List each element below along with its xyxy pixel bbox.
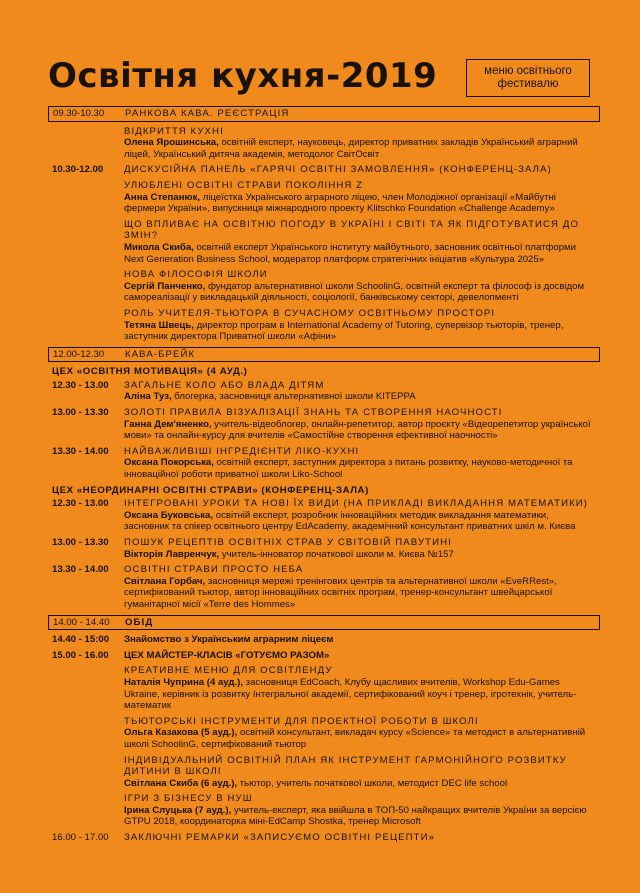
speaker-name: Ольга Казакова (5 ауд.),	[124, 727, 238, 739]
session-title: ЩО ВПЛИВАЄ НА ОСВІТНЮ ПОГОДУ В УКРАЇНІ І СВІТІ ТА ЯК ПІДГОТУВАТИСЯ ДО ЗМІН?	[124, 218, 580, 242]
section-heading: ЦЕХ «ОСВІТНЯ МОТИВАЦІЯ» (4 АУД.)	[52, 366, 248, 378]
speaker-desc: учитель-експерт, яка ввійшла в ТОП-50 найкращих вчителів України за версією GTPU 2018, координаторка міні-EdCamp Shostka, тренер Microsoft	[124, 804, 587, 828]
program-row	[48, 126, 600, 161]
speaker-desc: учитель-інноватор початкової школи м. Києва №157	[219, 548, 454, 560]
speaker-desc: освітній експерт Українського інституту майбутнього, засновник освітньої платформи Next Generation Business School, модератор платформ стратегічних ініціатив «Культура 2025»	[124, 241, 577, 265]
program-content	[124, 164, 600, 176]
time-slot: 13.30 - 14.00	[52, 564, 109, 576]
program-row	[48, 564, 600, 610]
program-row	[48, 180, 600, 215]
speaker-name: Ірина Слуцька (7 ауд.),	[124, 804, 232, 816]
time-slot	[48, 180, 124, 215]
speaker-desc: освітній експерт, науковець, директор приватних закладів Український аграрний ліцей, Український дитяча академія, методолог СвітОсвіт	[124, 137, 578, 160]
program-content	[125, 349, 599, 361]
session-title: КРЕАТИВНЕ МЕНЮ ДЛЯ ОСВІТЛЕНДУ	[124, 665, 333, 677]
program-row	[48, 380, 600, 403]
speaker-name: Наталія Чуприна (4 ауд.),	[124, 676, 243, 688]
time-slot: 13.00 - 13.30	[52, 537, 109, 548]
session-speaker	[124, 192, 594, 215]
program-content	[124, 269, 600, 304]
page-title: Освітня кухня-2019	[48, 56, 438, 96]
time-slot: 12.00-12.30	[53, 348, 105, 360]
session-speaker	[124, 576, 594, 611]
speaker-name: Світлана Скиба (6 ауд.),	[124, 777, 238, 789]
speaker-desc: тьютор, учитель початкової школи, методист DEC life school	[237, 777, 508, 789]
session-title: ІНТЕГРОВАНІ УРОКИ ТА НОВІ ЇХ ВИДИ (НА ПРИКЛАДІ ВИКЛАДАННЯ МАТЕМАТИКИ)	[124, 498, 589, 510]
program-row	[48, 634, 600, 646]
time-slot	[48, 665, 124, 711]
speaker-desc: директор програм в International Academy of Tutoring, супервізор тьюторів, тренер, заступник директора Приватної школи «Афіни»	[124, 319, 564, 343]
session-speaker	[124, 510, 594, 533]
session-speaker	[124, 549, 594, 561]
program-row	[48, 498, 600, 533]
program-content	[124, 564, 600, 610]
session-title: ПОШУК РЕЦЕПТІВ ОСВІТНІХ СТРАВ У СВІТОВІЙ ПАВУТИНІ	[124, 537, 452, 548]
session-title: РОЛЬ УЧИТЕЛЯ-ТЬЮТОРА В СУЧАСНОМУ ОСВІТНЬОМУ ПРОСТОРІ	[124, 307, 496, 319]
time-slot	[48, 716, 124, 751]
time-slot: 14.40 - 15:00	[52, 634, 110, 646]
session-speaker	[124, 419, 594, 442]
program-row	[48, 650, 600, 662]
session-title: НОВА ФІЛОСОФІЯ ШКОЛИ	[124, 269, 268, 281]
program-row	[48, 308, 600, 343]
program-row	[48, 407, 600, 442]
speaker-name: Олена Ярошинська,	[124, 137, 219, 149]
program-list	[48, 106, 600, 848]
program-content	[124, 716, 600, 751]
speaker-name: Тетяна Швець,	[124, 319, 194, 331]
time-slot	[48, 219, 124, 265]
speaker-name: Аліна Туз,	[124, 391, 172, 403]
session-speaker	[124, 320, 594, 343]
program-content	[124, 665, 600, 711]
time-slot: 13.00 - 13.30	[52, 407, 109, 419]
time-slot: 12.30 - 13.00	[52, 379, 109, 391]
program-content	[124, 446, 600, 481]
session-speaker	[124, 778, 594, 790]
program-content	[124, 650, 600, 662]
program-content	[124, 407, 600, 442]
row-text: КАВА-БРЕЙК	[125, 348, 196, 360]
speaker-desc: засновниця EdCoach, Клубу щасливих вчителів, Workshop Edu-Games Ukraine, керівник із розвитку Інтегральної академії, сертифікований коуч і тренер, ігротехнік, учитель-математик	[124, 676, 577, 712]
program-row	[48, 269, 600, 304]
time-slot: 15.00 - 16.00	[52, 649, 109, 661]
session-speaker	[124, 281, 594, 304]
speaker-name: Оксана Покорська,	[124, 457, 214, 469]
session-speaker	[124, 457, 594, 480]
session-title: ДИСКУСІЙНА ПАНЕЛЬ «ГАРЯЧІ ОСВІТНІ ЗАМОВЛЕННЯ» (КОНФЕРЕНЦ-ЗАЛА)	[124, 164, 552, 176]
time-slot: 14.00 - 14.40	[53, 616, 110, 628]
program-row	[48, 615, 600, 631]
time-slot: 10.30-12.00	[52, 164, 104, 176]
session-speaker	[124, 242, 594, 265]
program-content	[125, 617, 599, 629]
session-speaker	[124, 805, 594, 828]
speaker-desc: блогерка, засновниця альтернативної школи KITEPPA	[171, 391, 416, 403]
program-content	[125, 108, 599, 120]
speaker-name: Ганна Дем'яненко,	[124, 418, 212, 430]
program-row	[48, 164, 600, 176]
program-row	[48, 537, 600, 560]
festival-menu-badge: меню освітнього фестивалю	[466, 59, 590, 97]
speaker-desc: освітній консультант, викладач курсу «Science» та методист в альтернативній школі SchoolinG, сертифікований тьютор	[124, 727, 586, 750]
speaker-name: Микола Скиба,	[124, 241, 194, 253]
time-slot: 16.00 - 17.00	[52, 832, 109, 844]
program-row	[48, 665, 600, 711]
session-title: ТЬЮТОРСЬКІ ІНСТРУМЕНТИ ДЛЯ ПРОЕКТНОЇ РОБОТИ В ШКОЛІ	[124, 715, 479, 727]
program-content	[124, 832, 600, 844]
program-content	[124, 634, 600, 646]
time-slot	[48, 308, 124, 343]
speaker-desc: фундатор альтернативної школи SchoolinG, освітній експерт та філософ із досвідом самореалізації у викладацькій діяльності, соціології, банківському секторі, девелопменті	[124, 280, 585, 304]
section-heading: ЦЕХ «НЕОРДИНАРНІ ОСВІТНІ СТРАВИ» (КОНФЕРЕНЦ-ЗАЛА)	[52, 484, 369, 496]
speaker-name: Анна Степанюк,	[124, 191, 201, 203]
row-text: ЗАКЛЮЧНІ РЕМАРКИ «ЗАПИСУЄМО ОСВІТНІ РЕЦЕПТИ»	[124, 832, 436, 844]
speaker-desc: засновниця мережі тренінгових центрів та альтернативної школи «EveRRest», сертифікований тьютор, автор інноваційних освітніх програм, тренер-консультант швейцарської гуманітарної місії «Terre des Hommes»	[124, 575, 557, 610]
session-title: УЛЮБЛЕНІ ОСВІТНІ СТРАВИ ПОКОЛІННЯ Z	[124, 179, 364, 191]
row-text: ОБІД	[125, 616, 154, 628]
program-content	[124, 219, 600, 265]
program-row	[48, 106, 600, 122]
speaker-name: Світлана Горбач,	[124, 575, 206, 587]
speaker-desc: освітній експерт, заступник директора з питань розвитку, науково-методичної та інноваційної роботи приватної школи Liko-School	[124, 457, 573, 481]
program-row	[48, 347, 600, 363]
program-content	[124, 126, 600, 161]
session-title: ЗАГАЛЬНЕ КОЛО АБО ВЛАДА ДІТЯМ	[124, 379, 325, 391]
time-slot: 13.30 - 14.00	[52, 445, 109, 457]
program-content	[124, 498, 600, 533]
speaker-name: Вікторія Лавренчук,	[124, 548, 220, 560]
time-slot	[48, 269, 124, 304]
time-slot: 12.30 - 13.00	[52, 498, 109, 510]
speaker-desc: учитель-відеоблогер, онлайн-репетитор, автор проєкту «Відеорепетитор української мови» та онлайн-курсу для вчителів «Самостійне створення ефективної наочності»	[124, 418, 591, 442]
program-content	[124, 755, 600, 790]
row-text: РАНКОВА КАВА. РЕЄСТРАЦІЯ	[125, 108, 290, 119]
program-row	[48, 219, 600, 265]
time-slot	[48, 755, 124, 790]
program-content	[124, 793, 600, 828]
program-content	[124, 308, 600, 343]
row-text: ЦЕХ МАЙСТЕР-КЛАСІВ «ГОТУЄМО РАЗОМ»	[124, 649, 330, 661]
time-slot: 09.30-10.30	[53, 108, 105, 119]
session-title: ОСВІТНІ СТРАВИ ПРОСТО НЕБА	[124, 564, 304, 576]
program-content	[124, 537, 600, 560]
session-title: ІГРИ З БІЗНЕСУ В НУШ	[124, 793, 253, 805]
speaker-name: Сергій Панченко,	[124, 280, 206, 292]
program-row	[48, 832, 600, 844]
session-title: НАЙВАЖЛИВІШІ ІНГРЕДІЄНТИ ЛІКО-КУХНІ	[124, 445, 360, 457]
speaker-name: Оксана Буковська,	[124, 509, 214, 521]
session-title: ІНДИВІДУАЛЬНИЙ ОСВІТНІЙ ПЛАН ЯК ІНСТРУМЕНТ ГАРМОНІЙНОГО РОЗВИТКУ ДИТИНИ В ШКОЛІ	[124, 754, 567, 778]
session-title: ВІДКРИТТЯ КУХНІ	[124, 125, 224, 137]
program-row	[48, 446, 600, 481]
program-row	[48, 716, 600, 751]
speaker-desc: освітній експерт, розробник інноваційних методик викладання математики, засновник та спікер освітнього центру EdAcademy, академічний консультант приватних шкіл м. Києва	[124, 509, 576, 533]
program-content	[124, 380, 600, 403]
session-speaker	[124, 137, 594, 160]
row-text: Знайомство з Українським аграрним ліцеєм	[124, 634, 334, 646]
session-speaker	[124, 391, 594, 403]
session-speaker	[124, 727, 594, 750]
speaker-desc: ліцеїстка Українського аграрного ліцею, член Молодіжної організації «Майбутні фермери України», випускниця міжнародного проекту Klitschko Foundation «Challenge Academy»	[124, 191, 556, 215]
program-row	[48, 755, 600, 790]
time-slot	[48, 793, 124, 828]
session-title: ЗОЛОТІ ПРАВИЛА ВІЗУАЛІЗАЦІЇ ЗНАНЬ ТА СТВОРЕННЯ НАОЧНОСТІ	[124, 407, 503, 419]
program-content	[124, 180, 600, 215]
session-speaker	[124, 677, 594, 712]
time-slot	[48, 126, 124, 161]
program-row	[48, 793, 600, 828]
